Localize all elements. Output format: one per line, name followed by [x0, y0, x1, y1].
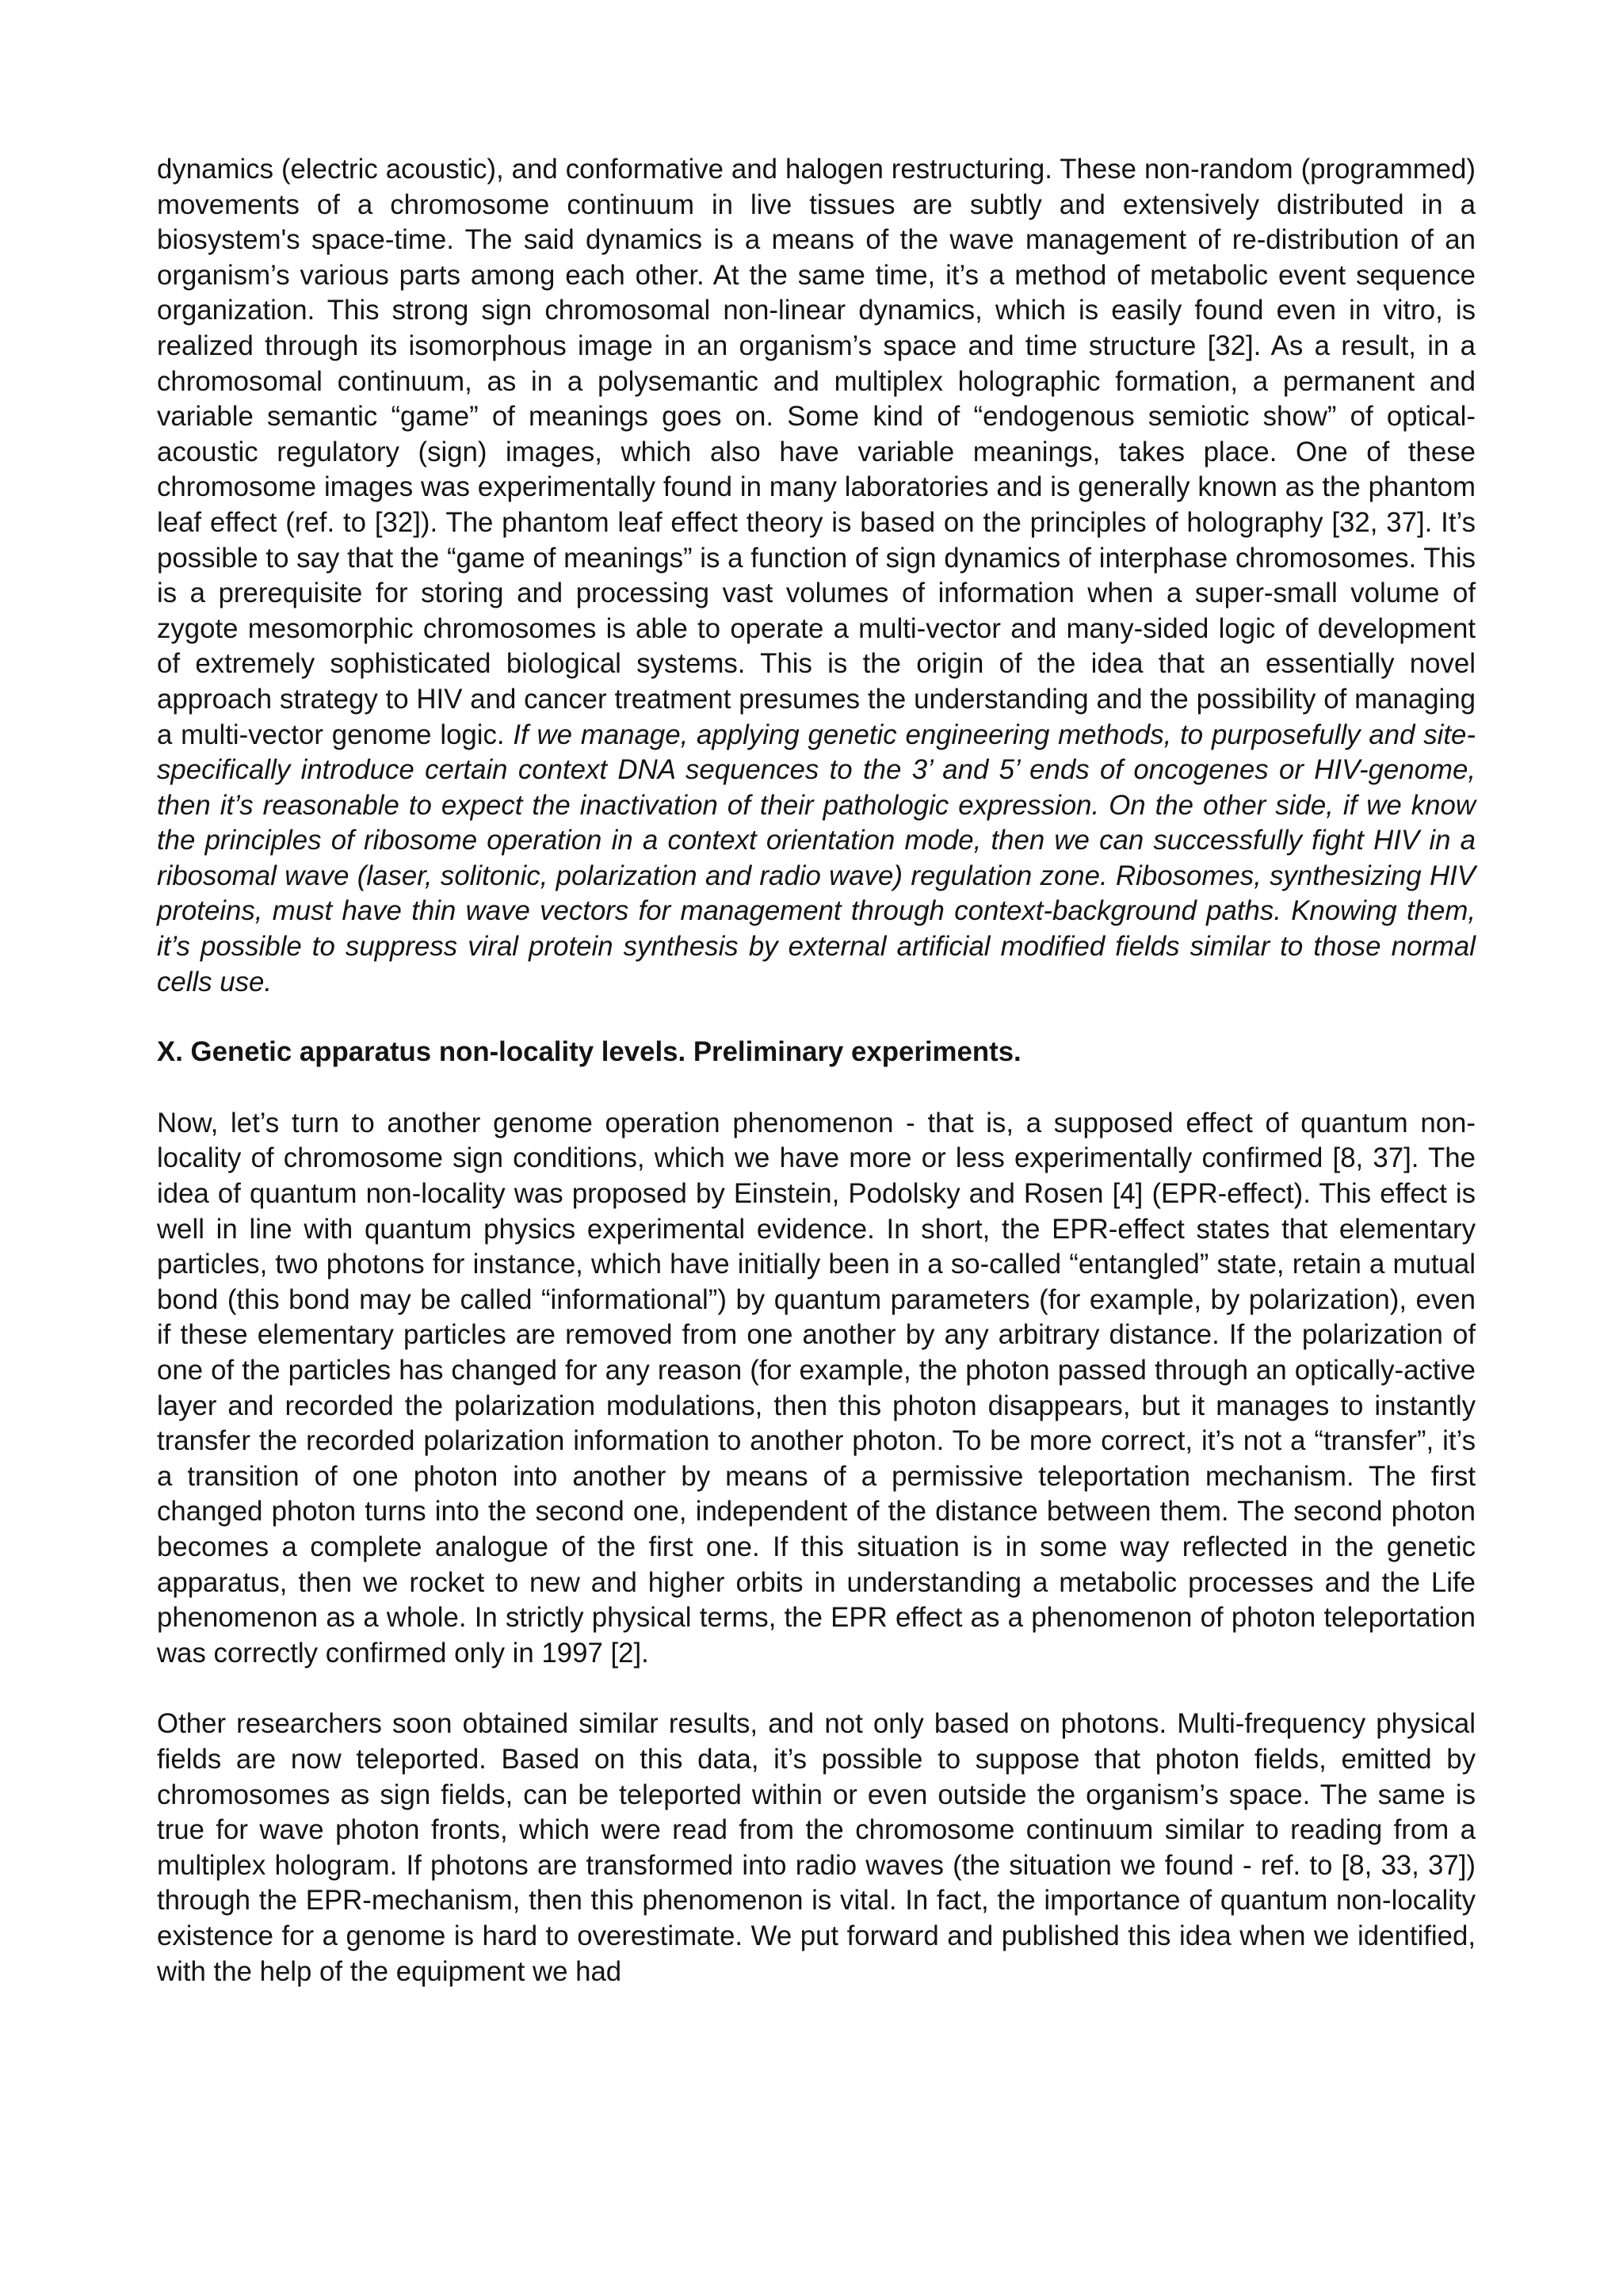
paragraph-1-regular-text: dynamics (electric acoustic), and conformative and halogen restructuring. These non-random (programmed) movements of a chromosome continuum in live tissues are subtly and extensively distributed in a biosystem's space-time. The said dynamics is a means of the wave management of re-distribution of an organism’s various parts among each other. At the same time, it’s a method of metabolic event sequence organization. This strong sign chromosomal non-linear dynamics, which is easily found even in vitro, is realized through its isomorphous image in an organism’s space and time structure [32]. As a result, in a chromosomal continuum, as in a polysemantic and multiplex holographic formation, a permanent and variable semantic “game” of meanings goes on. Some kind of “endogenous semiotic show” of optical-acoustic regulatory (sign) images, which also have variable meanings, takes place. One of these chromosome images was experimentally found in many laboratories and is generally known as the phantom leaf effect (ref. to [32]). The phantom leaf effect theory is based on the principles of holography [32, 37]. It’s possible to say that the “game of meanings” is a function of sign dynamics of interphase chromosomes. This is a prerequisite for storing and processing vast volumes of information when a super-small volume of zygote mesomorphic chromosomes is able to operate a multi-vector and many-sided logic of development of extremely sophisticated biological systems. This is the origin of the idea that an essentially novel approach strategy to HIV and cancer treatment presumes the understanding and the possibility of managing a multi-vector genome logic.	[157, 154, 1476, 750]
paragraph-phantom-leaf	[157, 152, 1476, 1000]
document-page	[157, 152, 1476, 1989]
section-heading: X. Genetic apparatus non-locality levels. Preliminary experiments.	[157, 1036, 1022, 1068]
paragraph-1-italic-text: If we manage, applying genetic engineering methods, to purposefully and site-specifically introduce certain context DNA sequences to the 3’ and 5’ ends of oncogenes or HIV-genome, then it’s reasonable to expect the inactivation of their pathologic expression. On the other side, if we know the principles of ribosome operation in a context orientation mode, then we can successfully fight HIV in a ribosomal wave (laser, solitonic, polarization and radio wave) regulation zone. Ribosomes, synthesizing HIV proteins, must have thin wave vectors for management through context-background paths. Knowing them, it’s possible to suppress viral protein synthesis by external artificial modified fields similar to those normal cells use.	[157, 719, 1476, 997]
paragraph-epr-effect: Now, let’s turn to another genome operation phenomenon - that is, a supposed effect of quantum non-locality of chromosome sign conditions, which we have more or less experimentally confirmed [8, 37]. The idea of quantum non-locality was proposed by Einstein, Podolsky and Rosen [4] (EPR-effect). This effect is well in line with quantum physics experimental evidence. In short, the EPR-effect states that elementary particles, two photons for instance, which have initially been in a so-called “entangled” state, retain a mutual bond (this bond may be called “informational”) by quantum parameters (for example, by polarization), even if these elementary particles are removed from one another by any arbitrary distance. If the polarization of one of the particles has changed for any reason (for example, the photon passed through an optically-active layer and recorded the polarization modulations, then this photon disappears, but it manages to instantly transfer the recorded polarization information to another photon. To be more correct, it’s not a “transfer”, it’s a transition of one photon into another by means of a permissive teleportation mechanism. The first changed photon turns into the second one, independent of the distance between them. The second photon becomes a complete analogue of the first one. If this situation is in some way reflected in the genetic apparatus, then we rocket to new and higher orbits in understanding a metabolic processes and the Life phenomenon as a whole. In strictly physical terms, the EPR effect as a phenomenon of photon teleportation was correctly confirmed only in 1997 [2].	[157, 1107, 1476, 1669]
paragraph-teleportation: Other researchers soon obtained similar results, and not only based on photons. Multi-frequency physical fields are now teleported. Based on this data, it’s possible to suppose that photon fields, emitted by chromosomes as sign fields, can be teleported within or even outside the organism’s space. The same is true for wave photon fronts, which were read from the chromosome continuum similar to reading from a multiplex hologram. If photons are transformed into radio waves (the situation we found - ref. to [8, 33, 37]) through the EPR-mechanism, then this phenomenon is vital. In fact, the importance of quantum non-locality existence for a genome is hard to overestimate. We put forward and published this idea when we identified, with the help of the equipment we had	[157, 1708, 1476, 1987]
